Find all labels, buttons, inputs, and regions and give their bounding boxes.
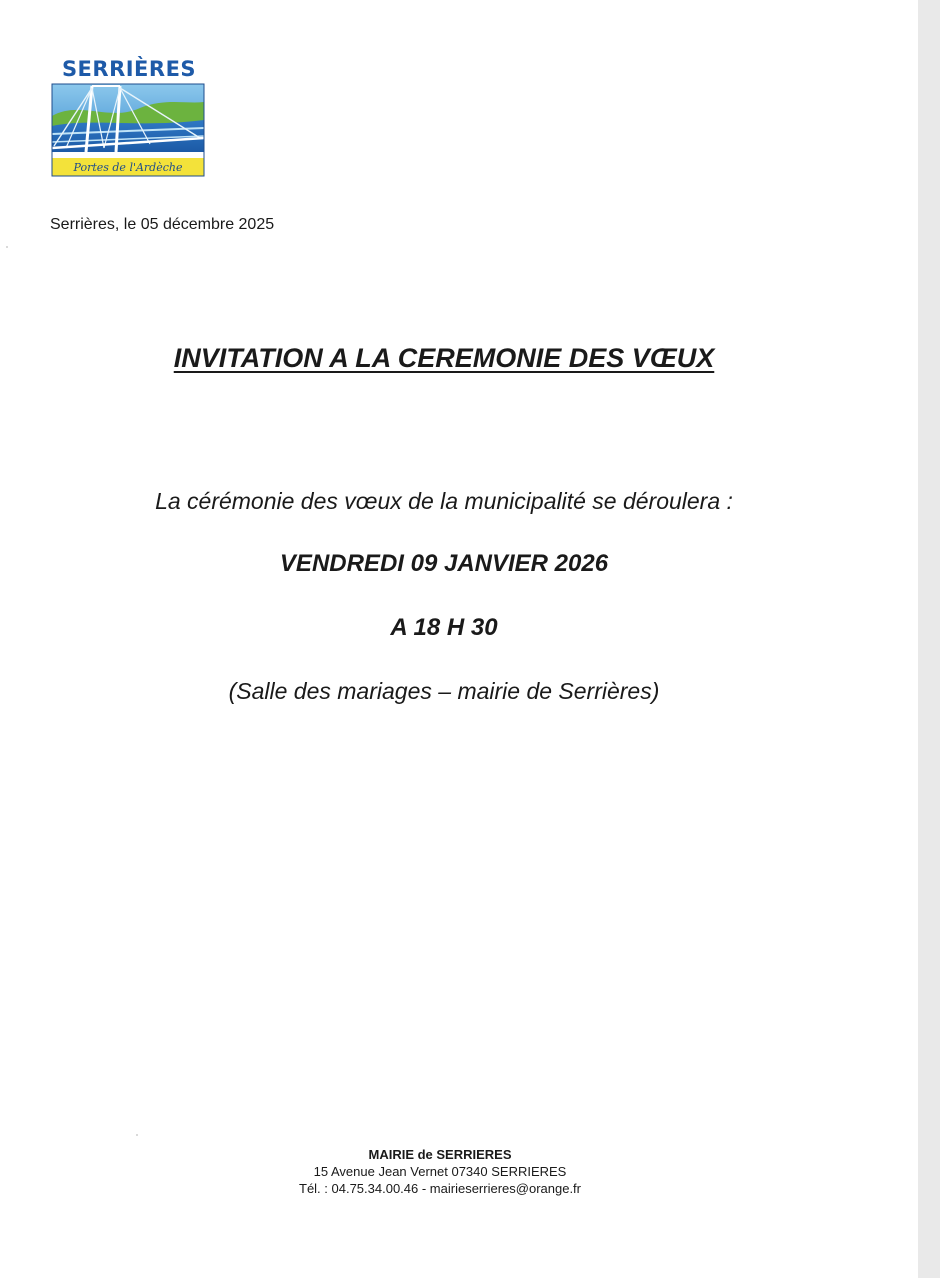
invitation-title: INVITATION A LA CEREMONIE DES VŒUX <box>173 343 715 373</box>
event-time: A 18 H 30 <box>390 614 498 641</box>
logo-title: SERRIÈRES <box>61 57 197 81</box>
invitation-intro: La cérémonie des vœux de la municipalité se déroulera : <box>155 488 733 514</box>
screen-edge <box>918 0 940 1278</box>
town-logo <box>50 56 206 178</box>
scan-speck <box>6 246 8 248</box>
event-date: VENDREDI 09 JANVIER 2026 <box>279 550 609 577</box>
footer-address: 15 Avenue Jean Vernet 07340 SERRIERES <box>313 1164 567 1179</box>
footer-contact: Tél. : 04.75.34.00.46 - mairieserrieres@orange.fr <box>299 1181 581 1196</box>
letter-date: Serrières, le 05 décembre 2025 <box>50 216 275 233</box>
footer-organization: MAIRIE de SERRIERES <box>368 1147 512 1162</box>
scan-speck <box>136 1134 138 1136</box>
event-place: (Salle des mariages – mairie de Serrières) <box>228 678 660 704</box>
logo-tagline: Portes de l'Ardèche <box>73 161 183 174</box>
letter-footer <box>0 1146 880 1197</box>
